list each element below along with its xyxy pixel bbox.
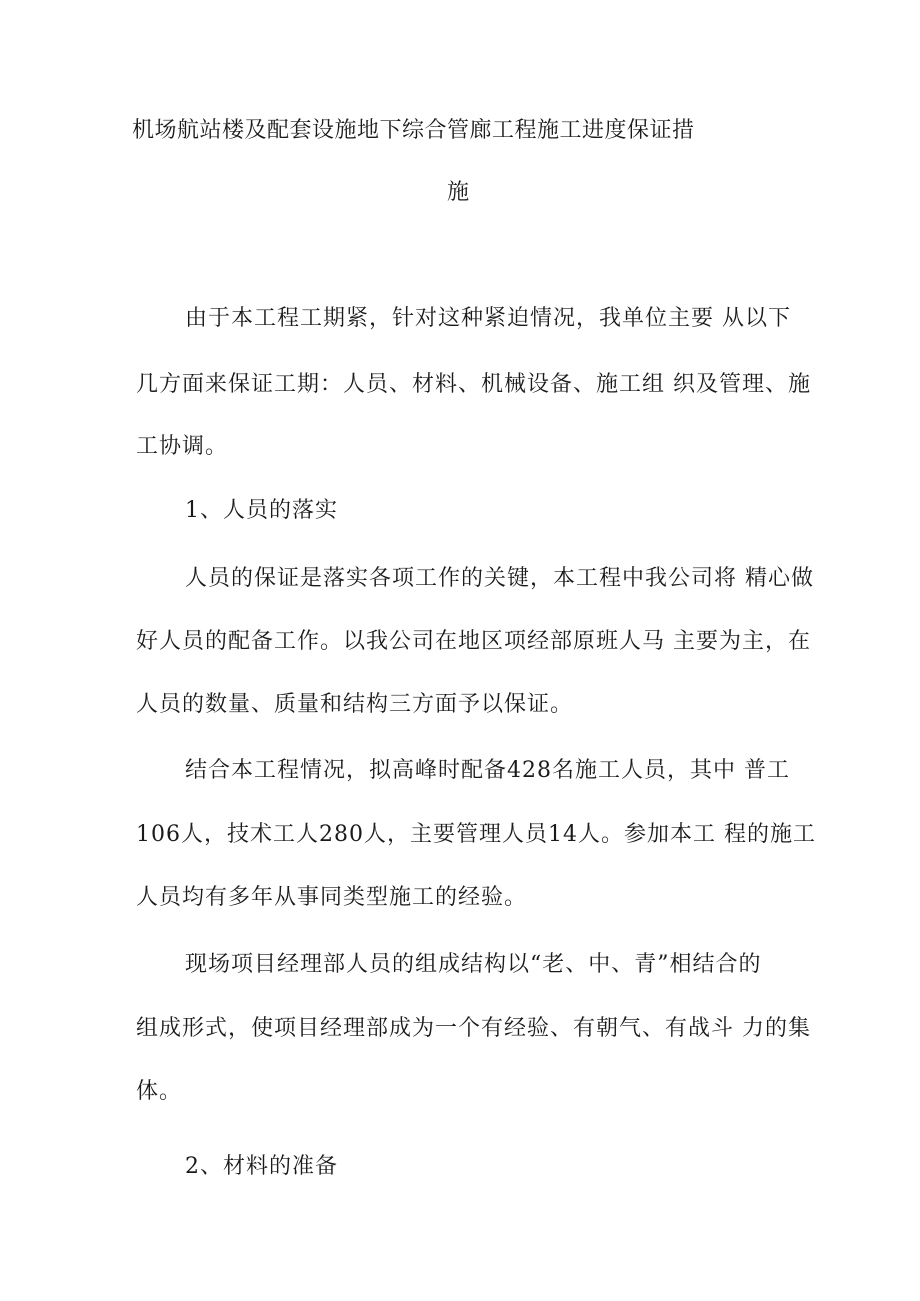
section-1-para-3-line-1: 现场项目经理部人员的组成结构以“老、中、青”相结合的 [185, 952, 762, 977]
section-1-para-1-line-2: 好人员的配备工作。以我公司在地区项经部原班人马 主要为主，在 [136, 629, 811, 654]
section-1-para-2-line-1: 结合本工程情况，拟高峰时配备428名施工人员，其中 普工 [185, 758, 790, 783]
section-1-para-1-line-3: 人员的数量、质量和结构三方面予以保证。 [136, 692, 574, 717]
section-1-para-3-line-2: 组成形式，使项目经理部成为一个有经验、有朝气、有战斗 力的集 [136, 1016, 811, 1041]
document-title-line-1: 机场航站楼及配套设施地下综合管廊工程施工进度保证措 [132, 118, 695, 143]
section-1-heading: 1、人员的落实 [185, 498, 338, 523]
section-1-para-3-line-3: 体。 [136, 1079, 183, 1104]
section-1-para-1-line-1: 人员的保证是落实各项工作的关键，本工程中我公司将 精心做 [185, 566, 814, 591]
section-1-para-2-line-2: 106人，技术工人280人，主要管理人员14人。参加本工 程的施工 [136, 822, 816, 847]
intro-line-3: 工协调。 [136, 434, 229, 459]
intro-line-1: 由于本工程工期紧，针对这种紧迫情况，我单位主要 从以下 [185, 306, 791, 331]
intro-line-2: 几方面来保证工期：人员、材料、机械设备、施工组 织及管理、施 [136, 372, 811, 397]
section-2-heading: 2、材料的准备 [185, 1154, 338, 1179]
document-title-line-2: 施 [447, 180, 470, 205]
section-1-para-2-line-3: 人员均有多年从事同类型施工的经验。 [136, 885, 528, 910]
